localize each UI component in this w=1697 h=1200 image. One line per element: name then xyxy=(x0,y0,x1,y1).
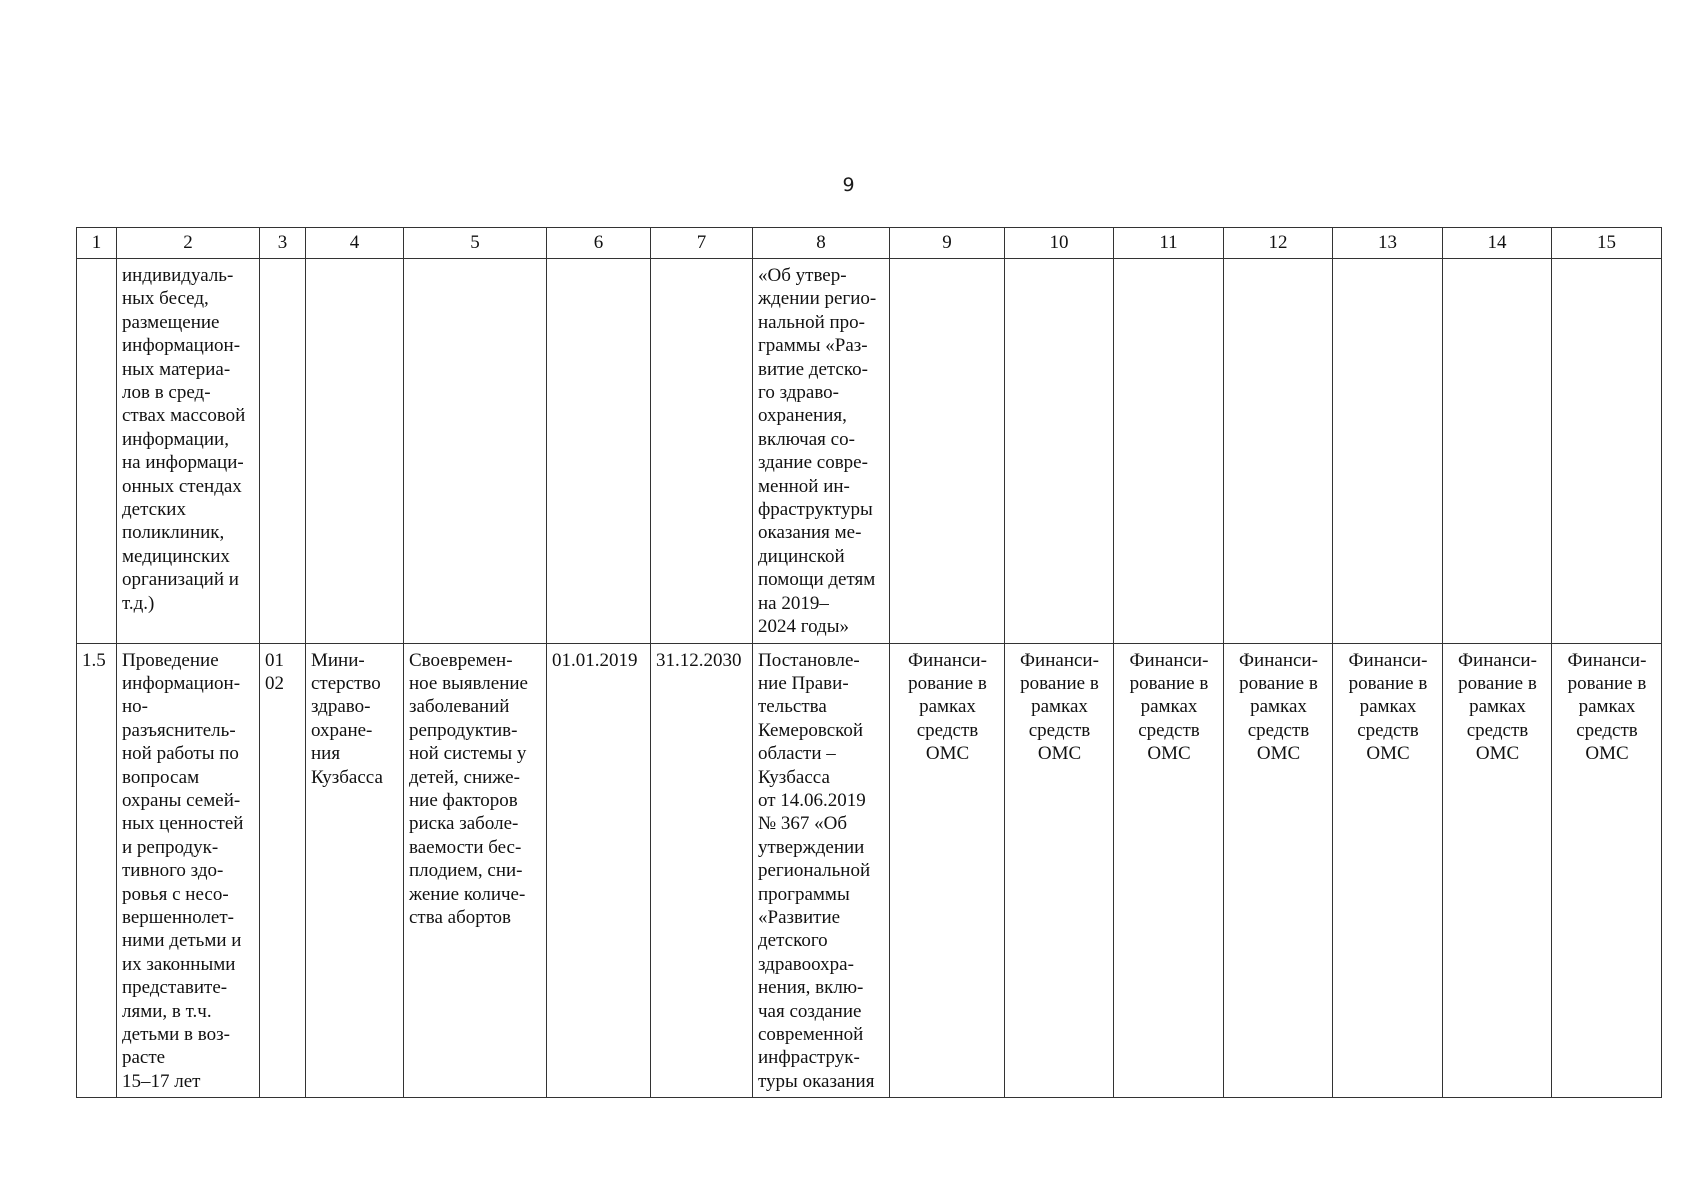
column-number-cell: 6 xyxy=(547,228,651,259)
empty-cell xyxy=(260,259,306,644)
empty-cell xyxy=(1443,259,1552,644)
funding-cell: Финанси- рование в рамках средств ОМС xyxy=(1224,643,1333,1098)
column-number-cell: 12 xyxy=(1224,228,1333,259)
event-description: Проведение информацион- но- разъяснитель- ной работы по вопросам охраны семей- ных ценностей и репродук- тивного здо- ровья с несо- вершеннолет- ними детьми и их законными представите- лями, в т.ч. детьми в воз- расте 15–17 лет xyxy=(117,643,260,1098)
column-number-cell: 15 xyxy=(1552,228,1662,259)
expected-result-cell: Своевремен- ное выявление заболеваний репродуктив- ной системы у детей, сниже- ние факторов риска заболе- ваемости бес- плодием, сни- жение количе- ства абортов xyxy=(404,643,547,1098)
event-description-continued: индивидуаль- ных бесед, размещение информацион- ных материа- лов в сред- ствах массовой информации, на информаци- онных стендах детских поликлиник, медицинских организаций и т.д.) xyxy=(117,259,260,644)
column-number-cell: 11 xyxy=(1114,228,1224,259)
empty-cell xyxy=(890,259,1005,644)
legal-basis-cell: Постановле- ние Прави- тельства Кемеровской области – Кузбасса от 14.06.2019 № 367 «Об утверждении региональной программы «Развитие детского здравоохра- нения, вклю- чая создание современной инфраструк- туры оказания xyxy=(753,643,890,1098)
funding-cell: Финанси- рование в рамках средств ОМС xyxy=(890,643,1005,1098)
column-number-cell: 10 xyxy=(1005,228,1114,259)
column-number-cell: 9 xyxy=(890,228,1005,259)
column-number-cell: 5 xyxy=(404,228,547,259)
column-number-cell: 4 xyxy=(306,228,404,259)
empty-cell xyxy=(1224,259,1333,644)
column-number-cell: 3 xyxy=(260,228,306,259)
column-number-cell: 14 xyxy=(1443,228,1552,259)
code-cell: 01 02 xyxy=(260,643,306,1098)
funding-cell: Финанси- рование в рамках средств ОМС xyxy=(1443,643,1552,1098)
funding-cell: Финанси- рование в рамках средств ОМС xyxy=(1552,643,1662,1098)
table-row-continuation xyxy=(77,259,1662,644)
funding-cell: Финанси- рование в рамках средств ОМС xyxy=(1333,643,1443,1098)
column-number-cell: 2 xyxy=(117,228,260,259)
column-number-cell: 8 xyxy=(753,228,890,259)
program-table xyxy=(76,227,1662,1098)
empty-cell xyxy=(651,259,753,644)
empty-cell xyxy=(1114,259,1224,644)
funding-cell: Финанси- рование в рамках средств ОМС xyxy=(1114,643,1224,1098)
empty-cell xyxy=(306,259,404,644)
end-date-cell: 31.12.2030 xyxy=(651,643,753,1098)
legal-basis-continued: «Об утвер- ждении регио- нальной про- граммы «Раз- витие детско- го здраво- охранения, включая со- здание совре- менной ин- фраструктуры оказания ме- дицинской помощи детям на 2019– 2024 годы» xyxy=(753,259,890,644)
executor-cell: Мини- стерство здраво- охране- ния Кузбасса xyxy=(306,643,404,1098)
funding-cell: Финанси- рование в рамках средств ОМС xyxy=(1005,643,1114,1098)
empty-cell xyxy=(547,259,651,644)
table-row-1-5 xyxy=(77,643,1662,1098)
start-date-cell: 01.01.2019 xyxy=(547,643,651,1098)
empty-cell xyxy=(404,259,547,644)
page-number: 9 xyxy=(842,174,855,196)
column-number-cell: 1 xyxy=(77,228,117,259)
empty-cell xyxy=(1333,259,1443,644)
column-number-cell: 13 xyxy=(1333,228,1443,259)
empty-cell xyxy=(1005,259,1114,644)
column-number-row xyxy=(77,228,1662,259)
empty-cell xyxy=(1552,259,1662,644)
row-number: 1.5 xyxy=(77,643,117,1098)
column-number-cell: 7 xyxy=(651,228,753,259)
empty-cell xyxy=(77,259,117,644)
